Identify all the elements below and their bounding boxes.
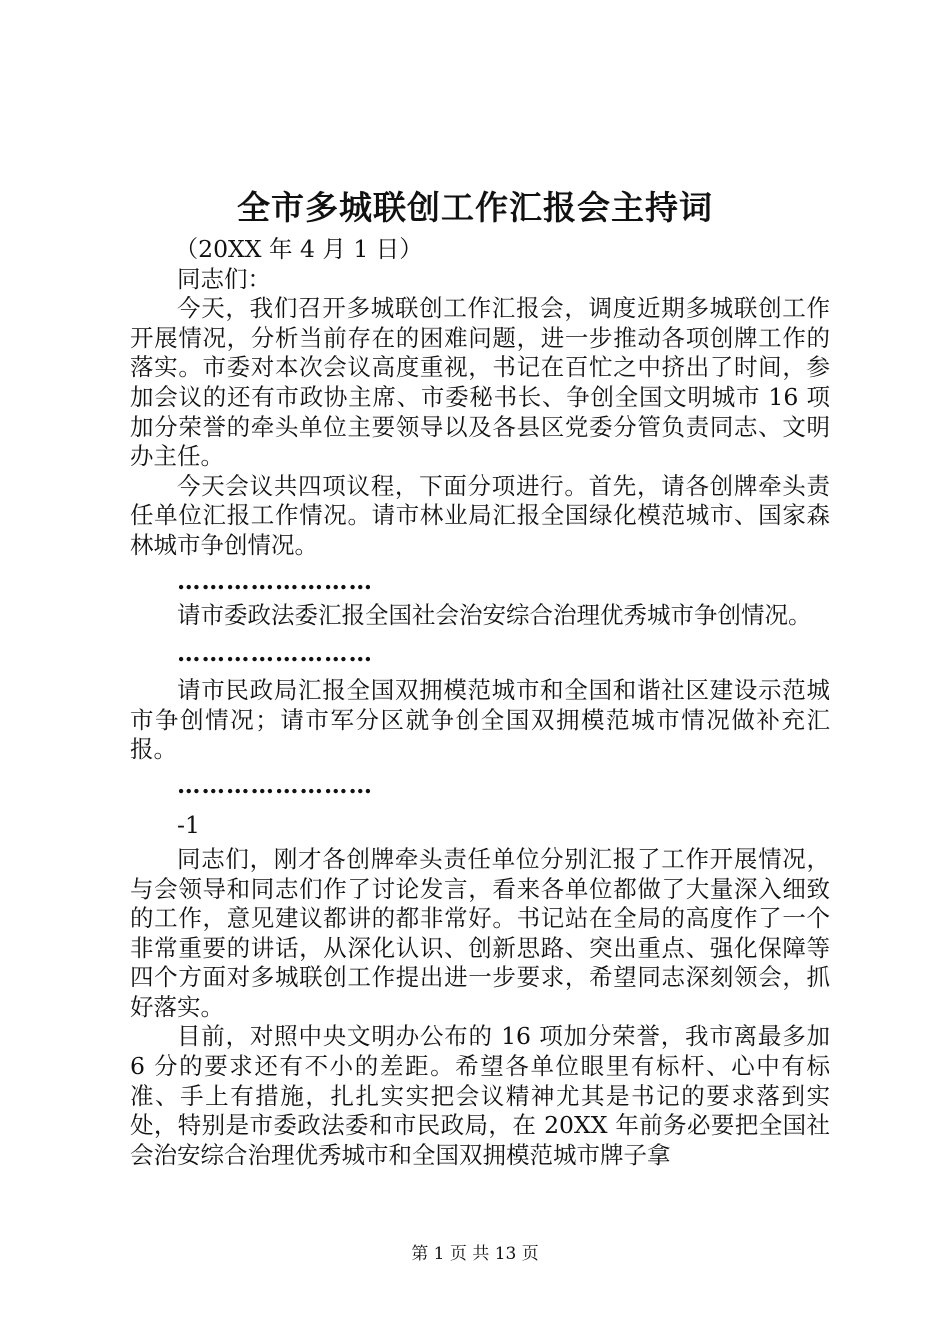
paragraph-opening: 今天，我们召开多城联创工作汇报会，调度近期多城联创工作开展情况，分析当前存在的困难问题，进一步推动各项创牌工作的落实。市委对本次会议高度重视，书记在百忙之中挤出了时间，参加会议的还有市政协主席、市委秘书长、争创全国文明城市 16 项加分荣誉的牵头单位主要领导以及各县区党委分管负责同志、文明办主任。: [130, 294, 830, 471]
salutation: 同志们：: [177, 264, 271, 293]
paragraph-politics-report: 请市委政法委汇报全国社会治安综合治理优秀城市争创情况。: [177, 600, 812, 629]
ellipsis-divider: ……………………: [177, 566, 373, 595]
document-body: [130, 235, 830, 1170]
paragraph-civil-affairs-report: 请市民政局汇报全国双拥模范城市和全国和谐社区建设示范城市争创情况；请市军分区就争创全国双拥模范城市情况做补充汇报。: [130, 676, 830, 764]
page-footer: 第 1 页 共 13 页: [411, 1244, 539, 1264]
paragraph-requirements: 目前，对照中央文明办公布的 16 项加分荣誉，我市离最多加 6 分的要求还有不小的差距。希望各单位眼里有标杆、心中有标准、手上有措施，扎扎实实把会议精神尤其是书记的要求落到实处，特别是市委政法委和市民政局，在 20XX 年前务必要把全国社会治安综合治理优秀城市和全国双拥模范城市牌子拿: [130, 1022, 830, 1169]
date-line: （20XX 年 4 月 1 日）: [174, 235, 423, 263]
paragraph-agenda: 今天会议共四项议程，下面分项进行。首先，请各创牌牵头责任单位汇报工作情况。请市林业局汇报全国绿化模范城市、国家森林城市争创情况。: [130, 471, 830, 559]
ellipsis-divider: ……………………: [177, 639, 373, 668]
ellipsis-divider: ……………………: [177, 770, 373, 799]
paragraph-summary: 同志们，刚才各创牌牵头责任单位分别汇报了工作开展情况，与会领导和同志们作了讨论发言，看来各单位都做了大量深入细致的工作，意见建议都讲的都非常好。书记站在全局的高度作了一个非常重要的讲话，从深化认识、创新思路、突出重点、强化保障等四个方面对多城联创工作提出进一步要求，希望同志深刻领会，抓好落实。: [130, 844, 830, 1021]
document-title: 全市多城联创工作汇报会主持词: [237, 188, 713, 227]
inline-page-mark: -1: [177, 810, 200, 839]
